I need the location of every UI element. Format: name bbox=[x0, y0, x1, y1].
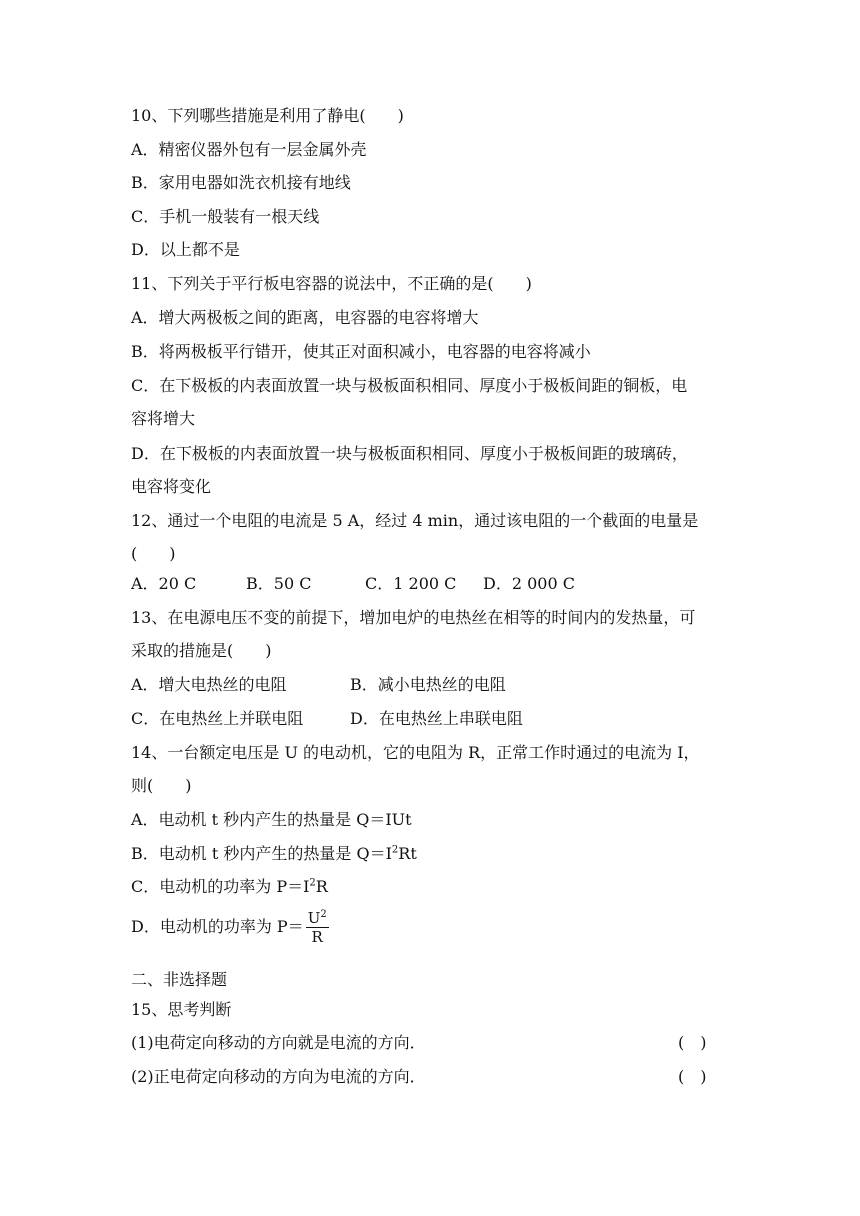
numerator-exponent: 2 bbox=[320, 909, 327, 920]
q13-stem-line2: 采取的措施是( ) bbox=[131, 641, 272, 660]
q10-stem: 10、下列哪些措施是利用了静电( ) bbox=[131, 106, 404, 125]
q13-option-b: B．减小电热丝的电阻 bbox=[350, 675, 506, 694]
q10-option-d: D．以上都不是 bbox=[131, 240, 240, 259]
q14-option-d-fraction bbox=[306, 909, 329, 946]
q14-option-a: A．电动机 t 秒内产生的热量是 Q＝IUt bbox=[131, 810, 412, 829]
q12-option-c: C．1 200 C bbox=[365, 574, 457, 593]
q11-option-d-line2: 电容将变化 bbox=[131, 477, 212, 496]
q10-option-b: B．家用电器如洗衣机接有地线 bbox=[131, 173, 351, 192]
q13-option-d: D．在电热丝上串联电阻 bbox=[350, 709, 523, 728]
q14-option-b-suffix: Rt bbox=[398, 844, 417, 863]
q14-option-c-suffix: R bbox=[315, 877, 328, 896]
q14-option-b-text: B．电动机 t 秒内产生的热量是 Q＝I bbox=[131, 844, 392, 863]
fraction-numerator bbox=[306, 909, 329, 928]
q11-option-b: B．将两极板平行错开，使其正对面积减小，电容器的电容将减小 bbox=[131, 342, 591, 361]
fraction-denominator: R bbox=[311, 928, 323, 946]
q12-option-a: A．20 C bbox=[131, 574, 197, 593]
q15-title: 15、思考判断 bbox=[131, 1000, 232, 1019]
q12-stem-line1: 12、通过一个电阻的电流是 5 A，经过 4 min，通过该电阻的一个截面的电量是 bbox=[131, 511, 699, 530]
q13-option-c: C．在电热丝上并联电阻 bbox=[131, 709, 304, 728]
q15-item-1: (1)电荷定向移动的方向就是电流的方向． bbox=[131, 1033, 426, 1052]
q14-option-d-text: D．电动机的功率为 P＝ bbox=[131, 917, 304, 936]
q14-option-c-exponent: 2 bbox=[309, 877, 316, 889]
q11-option-c-line2: 容将增大 bbox=[131, 409, 196, 428]
q14-option-c bbox=[131, 877, 328, 897]
q14-option-b bbox=[131, 844, 417, 864]
q15-item-2: (2)正电荷定向移动的方向为电流的方向． bbox=[131, 1067, 426, 1086]
q15-item-1-answer-blank: ( ) bbox=[678, 1033, 707, 1052]
q11-stem: 11、下列关于平行板电容器的说法中，不正确的是( ) bbox=[131, 274, 532, 293]
q15-item-2-answer-blank: ( ) bbox=[678, 1067, 707, 1086]
section-heading: 二、非选择题 bbox=[131, 970, 228, 989]
q12-options-row bbox=[131, 574, 575, 594]
q12-option-b: B．50 C bbox=[246, 574, 312, 593]
q11-option-d-line1: D．在下极板的内表面放置一块与极板面积相同、厚度小于极板间距的玻璃砖， bbox=[131, 444, 688, 463]
q14-stem-line1: 14、一台额定电压是 U 的电动机，它的电阻为 R，正常工作时通过的电流为 I， bbox=[131, 743, 700, 762]
q10-option-c: C．手机一般装有一根天线 bbox=[131, 207, 320, 226]
q14-option-d bbox=[131, 909, 329, 946]
q12-stem-line2: ( ) bbox=[131, 544, 176, 563]
q13-option-a: A．增大电热丝的电阻 bbox=[131, 675, 287, 694]
numerator-base: U bbox=[307, 909, 321, 927]
q13-options-row2 bbox=[131, 709, 523, 729]
q11-option-c-line1: C．在下极板的内表面放置一块与极板面积相同、厚度小于极板间距的铜板，电 bbox=[131, 376, 688, 395]
q13-stem-line1: 13、在电源电压不变的前提下，增加电炉的电热丝在相等的时间内的发热量，可 bbox=[131, 608, 696, 627]
q14-option-b-exponent: 2 bbox=[391, 844, 399, 856]
q12-option-d: D．2 000 C bbox=[483, 574, 575, 593]
q14-stem-line2: 则( ) bbox=[131, 776, 192, 795]
q11-option-a: A．增大两极板之间的距离，电容器的电容将增大 bbox=[131, 308, 479, 327]
q10-option-a: A．精密仪器外包有一层金属外壳 bbox=[131, 140, 367, 159]
q14-option-c-text: C．电动机的功率为 P＝I bbox=[131, 877, 310, 896]
q13-options-row1 bbox=[131, 675, 506, 695]
